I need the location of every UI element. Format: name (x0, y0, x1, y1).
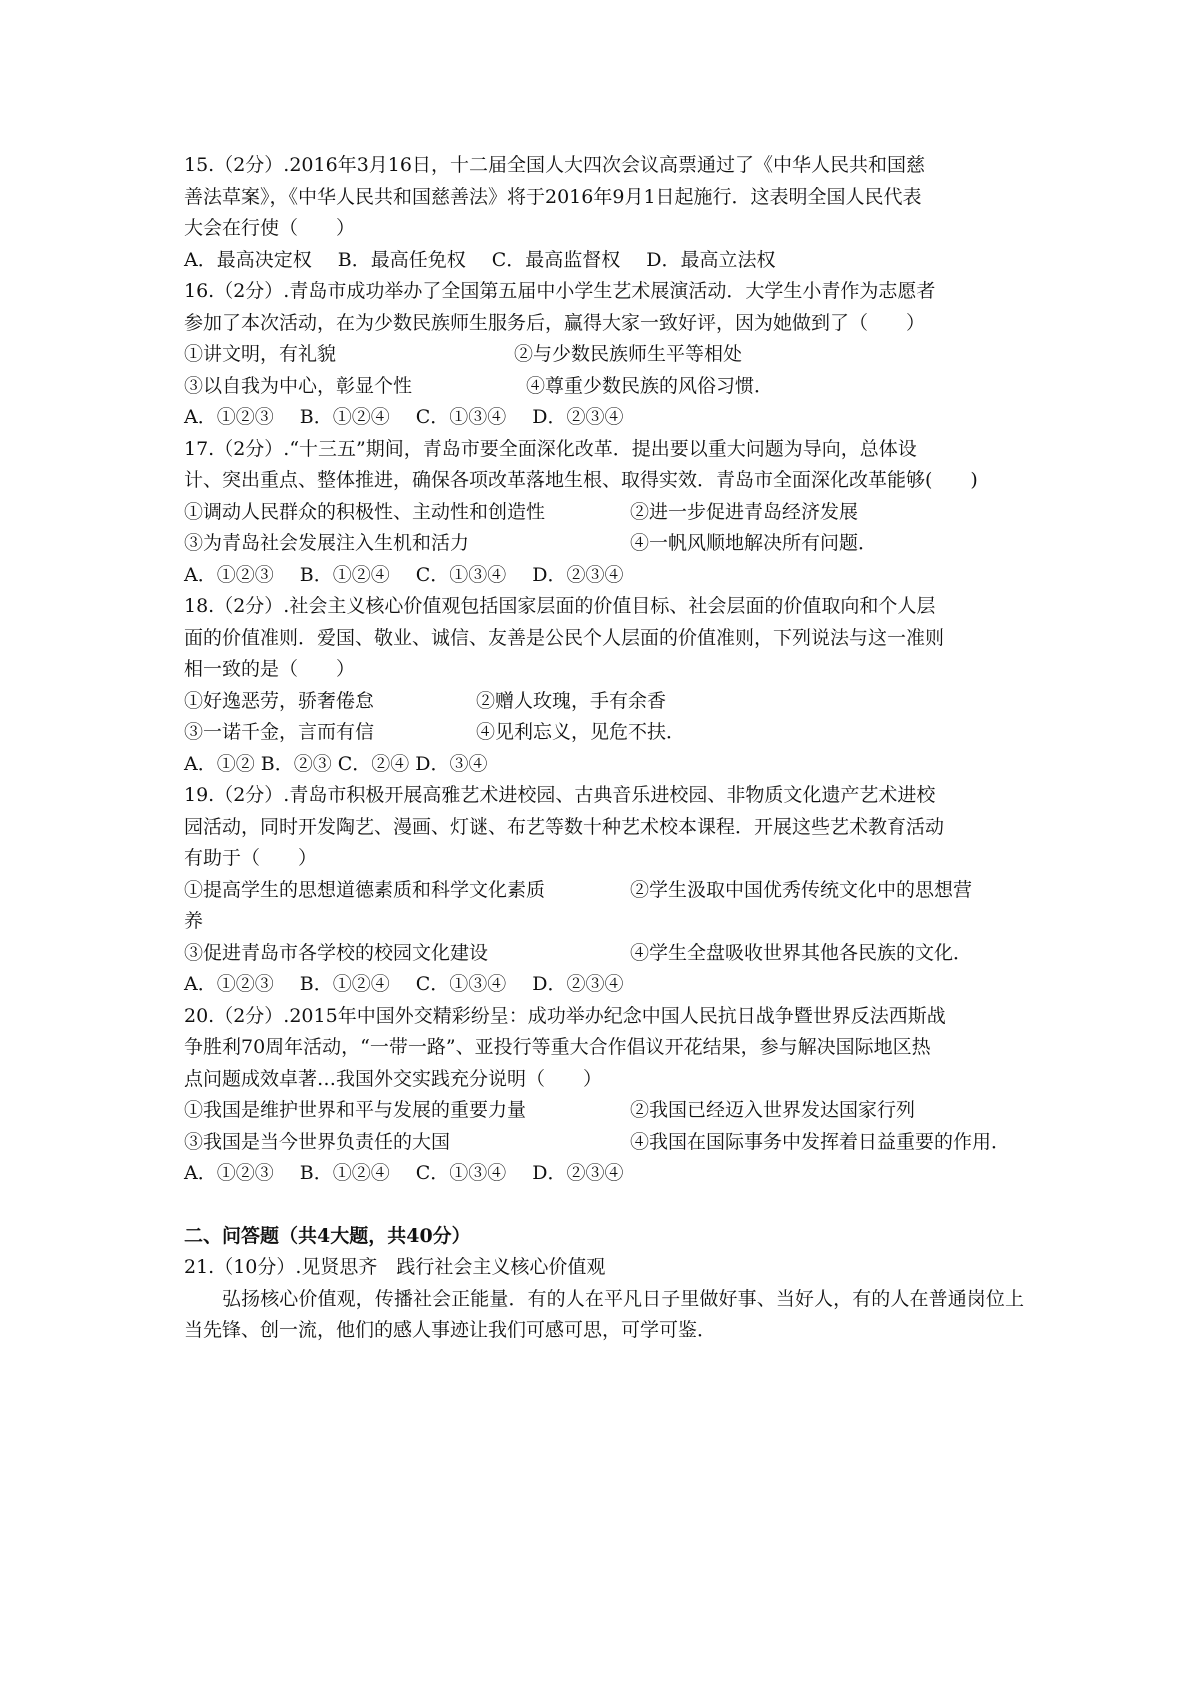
answer-choices (184, 245, 1024, 277)
question-15 (184, 150, 1024, 276)
choice-d: D．②③④ (532, 406, 624, 428)
question-stem-line: 18.（2分）.社会主义核心价值观包括国家层面的价值目标、社会层面的价值取向和个人层 (184, 595, 936, 617)
statement-2: ②赠人玫瑰，手有余香 (476, 689, 667, 712)
choice-c: C．①③④ (415, 1162, 507, 1184)
statement-1: ①好逸恶劳，骄奢倦怠 (184, 689, 375, 712)
statement-2-continued: 养 (184, 910, 204, 932)
statement-row (184, 339, 1024, 371)
statement-row (184, 686, 1024, 718)
choice-a: A．①②③ (184, 973, 274, 995)
question-stem-line: 争胜利70周年活动，“一带一路”、亚投行等重大合作倡议开花结果，参与解决国际地区热 (184, 1036, 931, 1058)
statement-row (184, 1127, 1024, 1159)
answer-choices (184, 402, 1024, 434)
question-stem-line: 园活动，同时开发陶艺、漫画、灯谜、布艺等数十种艺术校本课程．开展这些艺术教育活动 (184, 815, 945, 838)
statement-2: ②我国已经迈入世界发达国家行列 (630, 1099, 916, 1121)
question-stem-line: 大会在行使（ ） (184, 217, 356, 239)
choice-d: D．③④ (415, 752, 488, 775)
statement-row (184, 528, 1024, 560)
choice-b: B．最高任免权 (337, 248, 466, 271)
choice-b: B．①②④ (299, 973, 390, 995)
statement-2: ②与少数民族师生平等相处 (514, 343, 743, 365)
statement-4: ④我国在国际事务中发挥着日益重要的作用． (630, 1130, 1011, 1153)
statement-4: ④见利忘义，见危不扶． (476, 721, 686, 743)
statement-1: ①讲文明，有礼貌 (184, 343, 337, 365)
choice-d: D．②③④ (532, 1162, 624, 1184)
answer-choices (184, 560, 1024, 592)
choice-b: B．①②④ (299, 406, 390, 428)
statement-4: ④尊重少数民族的风俗习惯． (526, 374, 774, 397)
question-19 (184, 780, 1024, 1001)
choice-c: C．①③④ (415, 406, 507, 428)
statement-row (184, 717, 1024, 749)
question-stem-line: 17.（2分）.“十三五”期间，青岛市要全面深化改革．提出要以重大问题为导向，总体设 (184, 437, 917, 460)
exam-page (184, 150, 1024, 1347)
question-20 (184, 1001, 1024, 1190)
question-stem-line: 计、突出重点、整体推进，确保各项改革落地生根、取得实效．青岛市全面深化改革能够( ) (184, 469, 978, 491)
question-stem-line: 点问题成效卓著…我国外交实践充分说明（ ） (184, 1067, 603, 1090)
choice-c: C．①③④ (415, 563, 507, 586)
statement-3: ③我国是当今世界负责任的大国 (184, 1130, 451, 1153)
choice-d: D．②③④ (532, 563, 624, 586)
choice-a: A．最高决定权 (184, 248, 312, 271)
statement-3: ③一诺千金，言而有信 (184, 721, 375, 743)
choice-d: D．最高立法权 (646, 248, 776, 271)
question-stem-line: 善法草案》，《中华人民共和国慈善法》将于2016年9月1日起施行．这表明全国人民代表 (184, 185, 922, 208)
statement-3: ③促进青岛市各学校的校园文化建设 (184, 941, 489, 964)
statement-2: ②学生汲取中国优秀传统文化中的思想营 (630, 878, 973, 901)
statement-row (184, 875, 1024, 907)
question-stem-line: 15.（2分）.2016年3月16日，十二届全国人大四次会议高票通过了《中华人民共和国慈 (184, 154, 925, 176)
question-stem-line: 19.（2分）.青岛市积极开展高雅艺术进校园、古典音乐进校园、非物质文化遗产艺术进校 (184, 784, 936, 806)
answer-choices (184, 969, 1024, 1001)
statement-3: ③以自我为中心，彰显个性 (184, 374, 413, 397)
answer-choices (184, 1158, 1024, 1190)
choice-d: D．②③④ (532, 973, 624, 995)
statement-row (184, 938, 1024, 970)
choice-a: A．①② (184, 752, 255, 775)
statement-3: ③为青岛社会发展注入生机和活力 (184, 532, 470, 554)
question-stem-line: 面的价值准则．爱国、敬业、诚信、友善是公民个人层面的价值准则，下列说法与这一准则 (184, 626, 945, 649)
question-stem-line: 参加了本次活动，在为少数民族师生服务后，赢得大家一致好评，因为她做到了（ ） (184, 311, 926, 334)
statement-row (184, 1095, 1024, 1127)
choice-c: C．②④ (337, 752, 410, 775)
statement-4: ④一帆风顺地解决所有问题． (630, 532, 878, 554)
choice-a: A．①②③ (184, 1162, 274, 1184)
statement-1: ①调动人民群众的积极性、主动性和创造性 (184, 500, 546, 523)
question-18 (184, 591, 1024, 780)
question-17 (184, 434, 1024, 592)
question-21-paragraph: 弘扬核心价值观，传播社会正能量．有的人在平凡日子里做好事、当好人，有的人在普通岗位上当先锋、创一流，他们的感人事迹让我们可感可思，可学可鉴． (184, 1287, 1024, 1341)
statement-1: ①我国是维护世界和平与发展的重要力量 (184, 1099, 527, 1121)
question-stem-line: 16.（2分）.青岛市成功举办了全国第五届中小学生艺术展演活动．大学生小青作为志愿者 (184, 280, 936, 302)
question-21-heading: 21.（10分）.见贤思齐 践行社会主义核心价值观 (184, 1256, 606, 1278)
choice-c: C．最高监督权 (491, 248, 621, 271)
statement-2: ②进一步促进青岛经济发展 (630, 500, 859, 523)
statement-row (184, 906, 1024, 938)
statement-row (184, 497, 1024, 529)
statement-1: ①提高学生的思想道德素质和科学文化素质 (184, 878, 546, 901)
statement-4: ④学生全盘吸收世界其他各民族的文化． (630, 941, 973, 964)
choice-b: B．①②④ (299, 563, 390, 586)
statement-row (184, 371, 1024, 403)
choice-a: A．①②③ (184, 406, 274, 428)
choice-c: C．①③④ (415, 973, 507, 995)
section-title: 二、问答题（共4大题，共40分） (184, 1224, 471, 1247)
answer-choices (184, 749, 1024, 781)
question-16 (184, 276, 1024, 434)
choice-b: B．②③ (260, 752, 332, 775)
question-stem-line: 相一致的是（ ） (184, 658, 356, 680)
question-stem-line: 20.（2分）.2015年中国外交精彩纷呈：成功举办纪念中国人民抗日战争暨世界反法西斯战 (184, 1004, 946, 1027)
choice-a: A．①②③ (184, 563, 274, 586)
choice-b: B．①②④ (299, 1162, 390, 1184)
question-stem-line: 有助于（ ） (184, 847, 318, 869)
